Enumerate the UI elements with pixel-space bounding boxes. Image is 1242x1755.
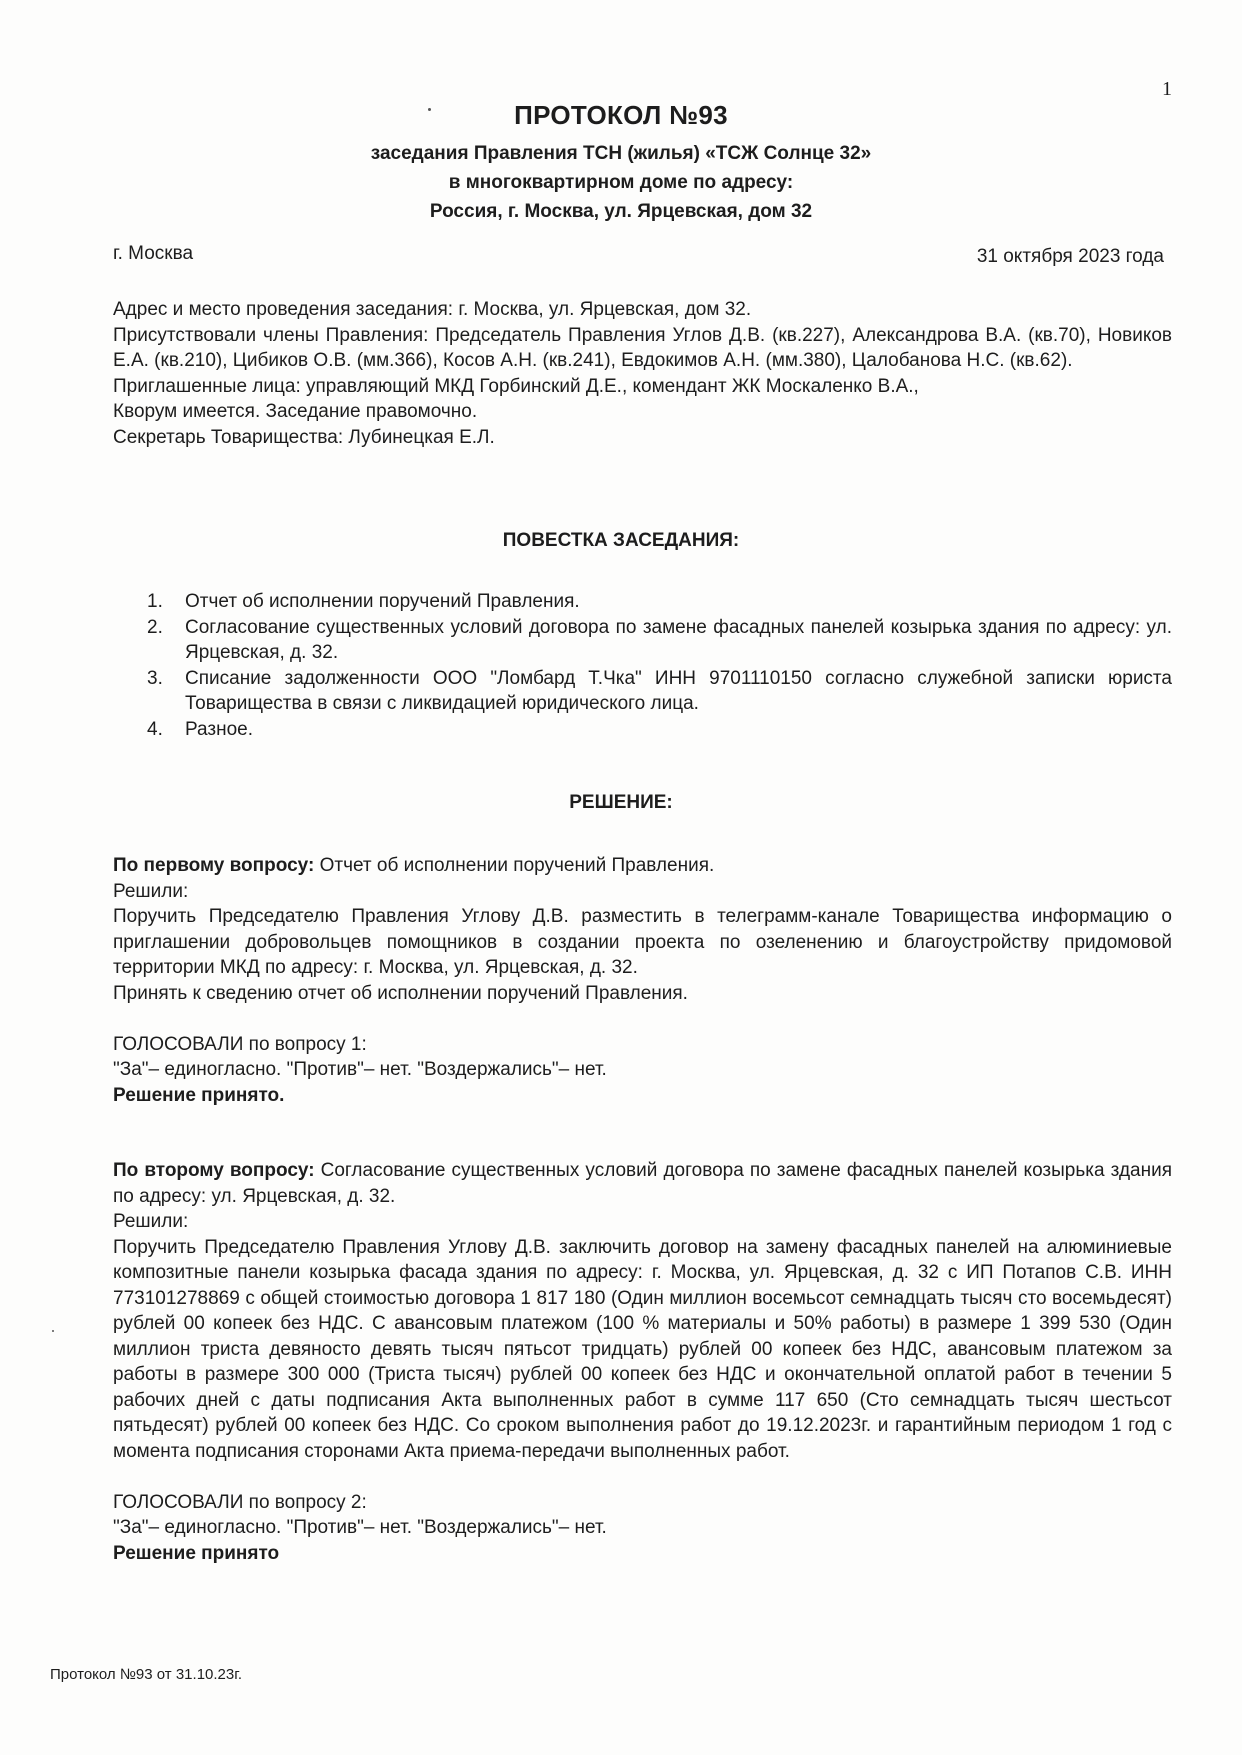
city: г. Москва <box>113 243 194 264</box>
agenda-item-number: 4. <box>147 718 163 740</box>
question-1-block <box>113 853 1172 1108</box>
question-2-block <box>113 1158 1172 1566</box>
question-1-outcome: Решение принято. <box>113 1084 285 1106</box>
meeting-address: Адрес и место проведения заседания: г. Москва, ул. Ярцевская, дом 32. <box>113 299 752 320</box>
question-1-topic: Отчет об исполнении поручений Правления. <box>314 855 715 876</box>
question-2-outcome: Решение принято <box>113 1542 280 1564</box>
document-title: ПРОТОКОЛ №93 <box>514 100 728 130</box>
subtitle-line: заседания Правления ТСН (жилья) «ТСЖ Солнце 32» <box>370 143 872 164</box>
question-2-heading <box>113 1158 1172 1209</box>
agenda-item <box>113 615 1172 666</box>
resolved-label: Решили: <box>113 1211 189 1232</box>
spacer <box>113 1464 1172 1490</box>
agenda-list <box>113 589 1172 742</box>
page-footer: Протокол №93 от 31.10.23г. <box>50 1666 243 1683</box>
agenda-item-text: Разное. <box>185 718 254 740</box>
subtitle-line: Россия, г. Москва, ул. Ярцевская, дом 32 <box>429 201 813 222</box>
invited-persons: Приглашенные лица: управляющий МКД Горбинский Д.Е., комендант ЖК Москаленко В.А., <box>113 375 919 397</box>
document-date: 31 октября 2023 года <box>976 246 1164 267</box>
question-2-vote-result: "За"– единогласно. "Против"– нет. "Воздержались"– нет. <box>113 1517 607 1538</box>
agenda-item-text: Согласование существенных условий договора по замене фасадных панелей козырька здания по адресу: ул. Ярцевская, д. 32. <box>185 616 1172 663</box>
agenda-title: ПОВЕСТКА ЗАСЕДАНИЯ: <box>502 530 740 551</box>
question-1-heading <box>113 853 1172 879</box>
question-2-resolution: Поручить Председателю Правления Углову Д.В. заключить договор на замену фасадных панелей на алюминиевые композитные панели козырька фасада здания по адресу: г. Москва, ул. Ярцевская, д. 32 с ИП Потапов С.В. ИНН 773101278869 с общей стоимостью договора 1 817 180 (Один миллион восемьсот семнадцать тысяч сто восемьдесят) рублей 00 копеек без НДС. С авансовым платежом (100 % материалы и 50% работы) в размере 1 399 530 (Один миллион триста девяносто девять тысяч пятьсот тридцать) рублей 00 копеек без НДС, авансовым платежом за работы в размере 300 000 (Триста тысяч) рублей 00 копеек без НДС и окончательной оплатой работ в течении 5 рабочих дней с даты подписания Акта выполненных работ в сумме 117 650 (Сто семнадцать тысяч шестьсот пятьдесят) рублей 00 копеек без НДС. Со сроком выполнения работ до 19.12.2023г. и гарантийным периодом 1 год с момента подписания сторонами Акта приема-передачи выполненных работ. <box>113 1236 1172 1462</box>
spacer <box>113 1006 1172 1032</box>
question-1-label: По первому вопросу: <box>113 855 315 876</box>
decision-title: РЕШЕНИЕ: <box>569 792 673 813</box>
page-number: 1 <box>1162 78 1172 100</box>
resolved-label: Решили: <box>113 880 189 902</box>
title-block <box>0 100 1242 226</box>
present-members: Присутствовали члены Правления: Председатель Правления Углов Д.В. (кв.227), Александрова В.А. (кв.70), Новиков Е.А. (кв.210), Цибиков О.В. (мм.366), Косов А.Н. (кв.241), Евдокимов А.Н. (мм.380), Цалобанова Н.С. (кв.62). <box>113 324 1172 371</box>
agenda-item-text: Отчет об исполнении поручений Правления. <box>185 591 580 612</box>
scan-speck <box>52 1330 54 1332</box>
question-2-label: По второму вопросу: <box>113 1160 315 1181</box>
quorum-statement: Кворум имеется. Заседание правомочно. <box>113 401 478 422</box>
question-1-voted: ГОЛОСОВАЛИ по вопросу 1: <box>113 1033 367 1055</box>
agenda-item <box>113 666 1172 717</box>
meeting-details <box>113 297 1172 450</box>
question-1-vote-result: "За"– единогласно. "Против"– нет. "Воздержались"– нет. <box>113 1059 607 1080</box>
agenda-item-number: 1. <box>147 591 163 612</box>
agenda-item-number: 3. <box>147 667 163 689</box>
agenda-item <box>113 589 1172 615</box>
agenda-item <box>113 717 1172 743</box>
agenda-item-number: 2. <box>147 616 163 638</box>
question-1-resolution: Поручить Председателю Правления Углову Д.В. разместить в телеграмм-канале Товарищества информацию о приглашении добровольцев помощников в создании проекта по озеленению и благоустройству придомовой территории МКД по адресу: г. Москва, ул. Ярцевская, д. 32. <box>113 906 1172 978</box>
question-2-voted: ГОЛОСОВАЛИ по вопросу 2: <box>113 1491 367 1513</box>
question-1-note: Принять к сведению отчет об исполнении поручений Правления. <box>113 982 688 1004</box>
agenda-item-text: Списание задолженности ООО "Ломбард Т.Чка" ИНН 9701110150 согласно служебной записки юриста Товарищества в связи с ликвидацией юридического лица. <box>185 667 1172 714</box>
secretary: Секретарь Товарищества: Лубинецкая Е.Л. <box>113 426 495 448</box>
question-2-topic: Согласование существенных условий договора по замене фасадных панелей козырька здания по адресу: ул. Ярцевская, д. 32. <box>113 1160 1172 1207</box>
subtitle-line: в многоквартирном доме по адресу: <box>448 172 794 193</box>
